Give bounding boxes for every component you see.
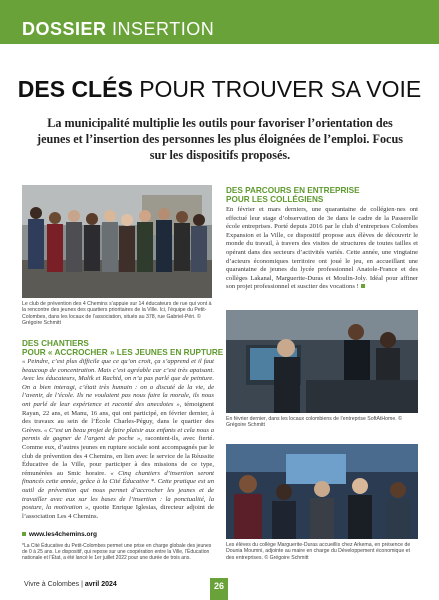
link-square-icon <box>22 532 26 536</box>
footer-issue: avril 2024 <box>84 581 117 588</box>
section-parcours-body <box>226 206 418 292</box>
section-chantiers-body <box>22 358 214 521</box>
footnote: *La Cité Éducative du Petit-Colombes permet une prise en charge globale des jeunes de 0 à 25 ans. Le dispositif, qui repose sur une coopération entre la Ville, l’Éducation nationale et l’État, a été lancé le 1er juillet 2022 pour une durée de trois ans. <box>22 543 212 561</box>
arkema-photo-image <box>226 444 418 539</box>
dossier-header-title <box>22 19 214 40</box>
footer-publication-name: Vivre à Colombes <box>24 581 80 588</box>
section-parcours-title <box>226 186 360 204</box>
chantiers-text-1: témoignent Rayan, 22 ans, et Manu, 16 ans, qui ont participé, en février dernier, à des travaux au sein de l’École Charles-Péguy, dans le quartier des Grèves. <box>22 400 215 434</box>
section-parcours-title-line1: DES PARCOURS EN ENTREPRISE <box>226 186 360 195</box>
page-title <box>0 76 439 103</box>
section-parcours-title-line2: POUR LES COLLÉGIENS <box>226 195 324 204</box>
softathome-photo-image <box>226 310 418 413</box>
page-title-regular: POUR TROUVER SA VOIE <box>139 76 422 102</box>
photo-arkema-caption: Les élèves du collège Marguerite-Duras accueillis chez Arkema, en présence de Dounia Moumni, adjointe au maire en charge du Développement économique et des entreprises. © Grégoire Schmitt <box>226 542 411 561</box>
chantiers-text-3: quotte Enrique Iglesias, directeur adjoint de l’association Les 4 Chemins. <box>22 504 214 520</box>
chantiers-quote-3: « Cinq chantiers d’insertion seront financés cette année, grâce à la Cité Éducative *. Cette pratique est un outil de prévention qui nous permet d’accrocher les jeunes et de travailler avec eux sur les bases de l’insertion : la ponctualité, la posture, la motivation », <box>22 469 214 512</box>
header-title-regular: INSERTION <box>112 19 215 39</box>
photo-softathome-caption: En février dernier, dans les locaux colombiens de l’entreprise SoftAtHome. © Grégoire Schmitt <box>226 416 402 429</box>
photo-arkema <box>226 444 418 539</box>
page-title-bold: DES CLÉS <box>17 76 133 102</box>
educators-photo-image <box>22 185 212 298</box>
chantiers-quote-1: « Peindre, c’est plus difficile que ce qu’on croit, ça s’apprend et il faut beaucoup de concentration. Mais c’est agréable car c’est très apaisant. Avec les éducateurs, Malik et Rachid, on n’a pas parlé que de peinture. On a bien interagi, c’était très humain : on a discuté de la vie, de l’avenir, de l’école. Ils ne voulaient pas nous faire la morale, ils nous ont parlé de leur expérience et raconté des anecdotes », <box>22 358 214 408</box>
section-chantiers-title-line2: POUR « ACCROCHER » LES JEUNES EN RUPTURE <box>22 348 224 357</box>
header-title-bold: DOSSIER <box>22 19 107 39</box>
chantiers-quote-2: « C’est un beau projet de faire plaisir aux enfants et cela nous a permis de gagner de l’argent de poche », <box>22 426 214 443</box>
section-parcours-text: En février et mars derniers, une quarantaine de collégien·nes ont effectué leur stage d’observation de 3e dans le cadre de la Passerelle école entreprises. Porté depuis 2016 par le club d’entreprises Colombes Expansion et la Ville, ce dispositif propose aux élèves de découvrir le monde du travail, à travers des visites de structures de toutes tailles et opérant dans des secteurs d’activités variés. Cette année, une vingtaine d’acteurs économiques territoire ont joué le jeu, en accueillant une quarantaine de jeunes du lycée professionnel Anatole-France et des collèges Lakanal, Marguerite-Duras et Moulin-Joly. Idéal pour affiner son projet professionnel et susciter des vocations ! <box>226 206 418 291</box>
page-number: 26 <box>210 578 228 600</box>
chantiers-text-2: racontent-ils, avec fierté. Comme eux, d’autres jeunes en rupture sociale sont accompagnés par le club de prévention des 4 Chemins, en lien avec le service de la Réussite Éducative de la Ville, pour participer à des missions de ce type, rémunérées au Smic horaire. <box>22 435 214 477</box>
section-chantiers-title-line1: DES CHANTIERS <box>22 339 89 348</box>
lead-paragraph: La municipalité multiplie les outils pour favoriser l’orientation des jeunes et l’insertion des personnes les plus éloignées de l’emploi. Focus sur les dispositifs proposés. <box>37 116 403 162</box>
photo-educators <box>22 185 212 298</box>
photo-softathome <box>226 310 418 413</box>
photo-educators-caption: Le club de prévention des 4 Chemins s’appuie sur 14 éducateurs de rue qui vont à la rencontre des jeunes des quartiers prioritaires de la Ville. Ici, l’équipe du Petit-Colombes, dans les locaux de l’association, situés au 378, rue Gabriel-Péri. © Grégoire Schmitt <box>22 301 212 326</box>
section-chantiers-title <box>22 339 223 357</box>
website-link[interactable] <box>22 531 97 538</box>
website-link-text[interactable]: www.les4chemins.org <box>29 531 98 538</box>
footer-publication: Vivre à Colombes | avril 2024 <box>24 581 117 588</box>
end-square-icon <box>361 284 365 288</box>
